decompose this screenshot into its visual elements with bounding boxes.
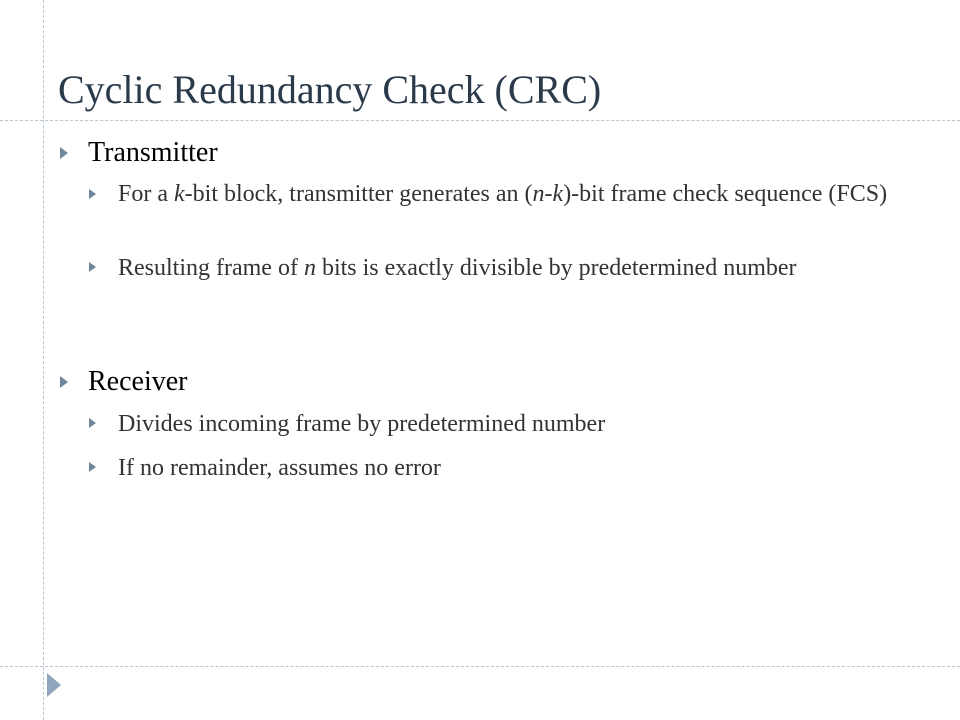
triangle-arrow-icon — [60, 147, 68, 159]
text-part: Resulting frame of — [118, 255, 304, 281]
triangle-arrow-icon — [89, 189, 96, 199]
text-part: For a — [118, 181, 174, 207]
list-item: Divides incoming frame by predetermined number — [118, 411, 606, 437]
text-part-italic: k — [174, 181, 185, 207]
text-part-italic: k — [552, 181, 564, 207]
title-divider-line — [0, 120, 960, 121]
triangle-arrow-icon — [89, 262, 96, 272]
list-item: If no remainder, assumes no error — [118, 455, 441, 481]
triangle-play-icon — [47, 673, 61, 697]
text-part: - — [544, 181, 553, 207]
text-part-italic: n — [303, 255, 316, 281]
triangle-arrow-icon — [60, 376, 68, 388]
list-item — [118, 252, 918, 284]
text-part-italic: n — [532, 181, 545, 207]
slide-title: Cyclic Redundancy Check (CRC) — [58, 67, 602, 112]
text-part: )-bit frame check sequence (FCS) — [563, 181, 888, 207]
vertical-guide-line — [43, 0, 44, 720]
list-item — [118, 178, 918, 210]
footer-divider-line — [0, 666, 960, 667]
section-heading-transmitter: Transmitter — [88, 137, 218, 168]
text-part: -bit block, transmitter generates an ( — [184, 181, 533, 207]
triangle-arrow-icon — [89, 418, 96, 428]
triangle-arrow-icon — [89, 462, 96, 472]
section-heading-receiver: Receiver — [88, 366, 188, 397]
text-part: bits is exactly divisible by predetermined number — [315, 255, 797, 281]
